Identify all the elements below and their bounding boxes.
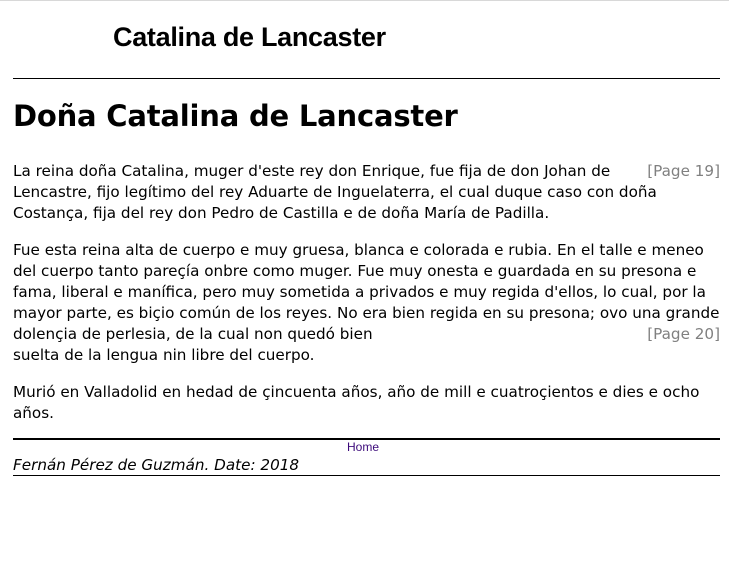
top-border bbox=[0, 0, 729, 1]
paragraph-3-text: Murió en Valladolid en hedad de çincuenta años, año de mill e cuatroçientos e dies e ocho años. bbox=[13, 383, 700, 422]
page-ref-20: [Page 20] bbox=[647, 325, 720, 343]
home-link[interactable]: Home bbox=[347, 440, 380, 454]
paragraph-2 bbox=[13, 240, 720, 366]
paragraph-1-text: La reina doña Catalina, muger d'este rey don Enrique, fue fija de don Johan de Lencastre, fijo legítimo del rey Aduarte de Inguelaterra, el cual duque caso con doña Costança, fija del rey don Pedro de Castilla e de doña María de Padilla. bbox=[13, 162, 657, 222]
site-header-title: Catalina de Lancaster bbox=[113, 22, 386, 52]
header-divider bbox=[13, 78, 720, 79]
footer-attribution: Fernán Pérez de Guzmán. Date: 2018 bbox=[13, 456, 300, 474]
paragraph-1 bbox=[13, 161, 720, 224]
page-title: Doña Catalina de Lancaster bbox=[13, 99, 458, 133]
page-ref-19: [Page 19] bbox=[647, 162, 720, 180]
paragraph-3 bbox=[13, 382, 720, 424]
paragraph-2-text-after: suelta de la lengua nin libre del cuerpo. bbox=[13, 346, 315, 364]
article-body bbox=[13, 161, 720, 440]
footer-divider-bottom bbox=[13, 475, 720, 476]
paragraph-2-text-before: Fue esta reina alta de cuerpo e muy gruesa, blanca e colorada e rubia. En el talle e meneo del cuerpo tanto pareçía onbre como muger. Fue muy onesta e guardada en su presona e fama, liberal e manífica, pero muy sometida a privados e muy regida d'ellos, lo cual, por la mayor parte, es biçio común de los reyes. No era bien regida en su presona; ovo una grande dolençia de perlesia, de la cual non quedó bien bbox=[13, 241, 720, 343]
